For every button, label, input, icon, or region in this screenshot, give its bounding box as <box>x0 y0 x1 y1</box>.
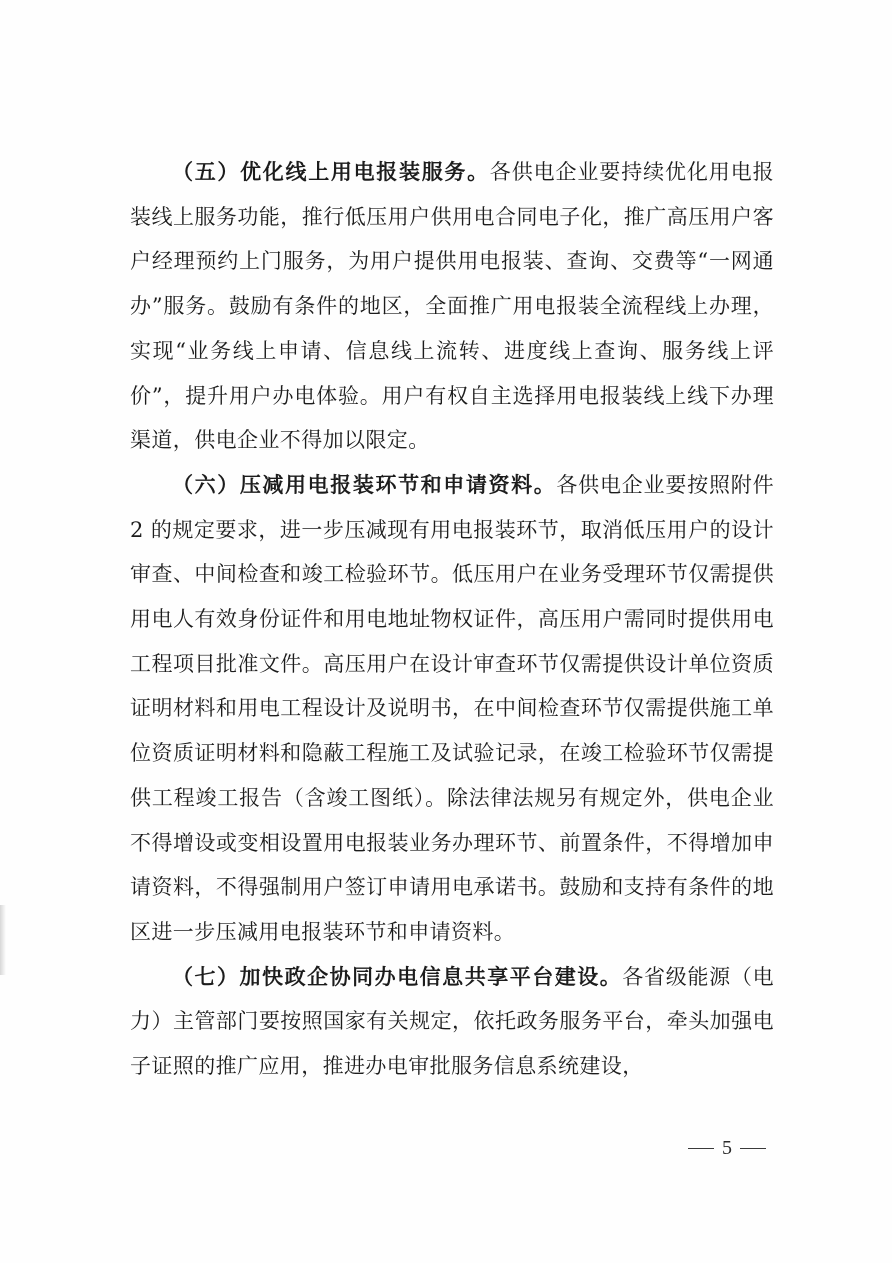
paragraph-heading: （六）压减用电报装环节和申请资料。 <box>172 472 557 497</box>
paragraph-text: 各供电企业要持续优化用电报装线上服务功能，推行低压用户供用电合同电子化，推广高压用户客户经理预约上门服务，为用户提供用电报装、查询、交费等“一网通办”服务。鼓励有条件的地区，全面推广用电报装全流程线上办理，实现“业务线上申请、信息线上流转、进度线上查询、服务线上评价”，提升用户办电体验。用户有权自主选择用电报装线上线下办理渠道，供电企业不得加以限定。 <box>130 160 774 453</box>
paragraph-heading: （七）加快政企协同办电信息共享平台建设。 <box>172 964 623 989</box>
paragraph-heading: （五）优化线上用电报装服务。 <box>172 160 490 184</box>
footer-dash-right <box>740 1148 766 1149</box>
page-footer <box>688 1134 778 1162</box>
page-number: 5 <box>722 1136 732 1159</box>
paragraph-6 <box>130 463 774 955</box>
paragraph-5 <box>130 150 774 463</box>
document-body <box>130 150 774 1089</box>
paragraph-text: 各供电企业要按照附件 2 的规定要求，进一步压减现有用电报装环节，取消低压用户的设计审查、中间检查和竣工检验环节。低压用户在业务受理环节仅需提供用电人有效身份证件和用电地址物权证件，高压用户需同时提供用电工程项目批准文件。高压用户在设计审查环节仅需提供设计单位资质证明材料和用电工程设计及说明书，在中间检查环节仅需提供施工单位资质证明材料和隐蔽工程施工及试验记录，在竣工检验环节仅需提供工程竣工报告（含竣工图纸）。除法律法规另有规定外，供电企业不得增设或变相设置用电报装业务办理环节、前置条件，不得增加申请资料，不得强制用户签订申请用电承诺书。鼓励和支持有条件的地区进一步压减用电报装环节和申请资料。 <box>130 472 774 944</box>
footer-dash-left <box>688 1148 714 1149</box>
paragraph-7 <box>130 955 774 1089</box>
scan-edge-mark <box>0 905 6 975</box>
paragraph-text: 各省级能源（电力）主管部门要按照国家有关规定，依托政务服务平台，牵头加强电子证照的推广应用，推进办电审批服务信息系统建设， <box>130 964 774 1079</box>
